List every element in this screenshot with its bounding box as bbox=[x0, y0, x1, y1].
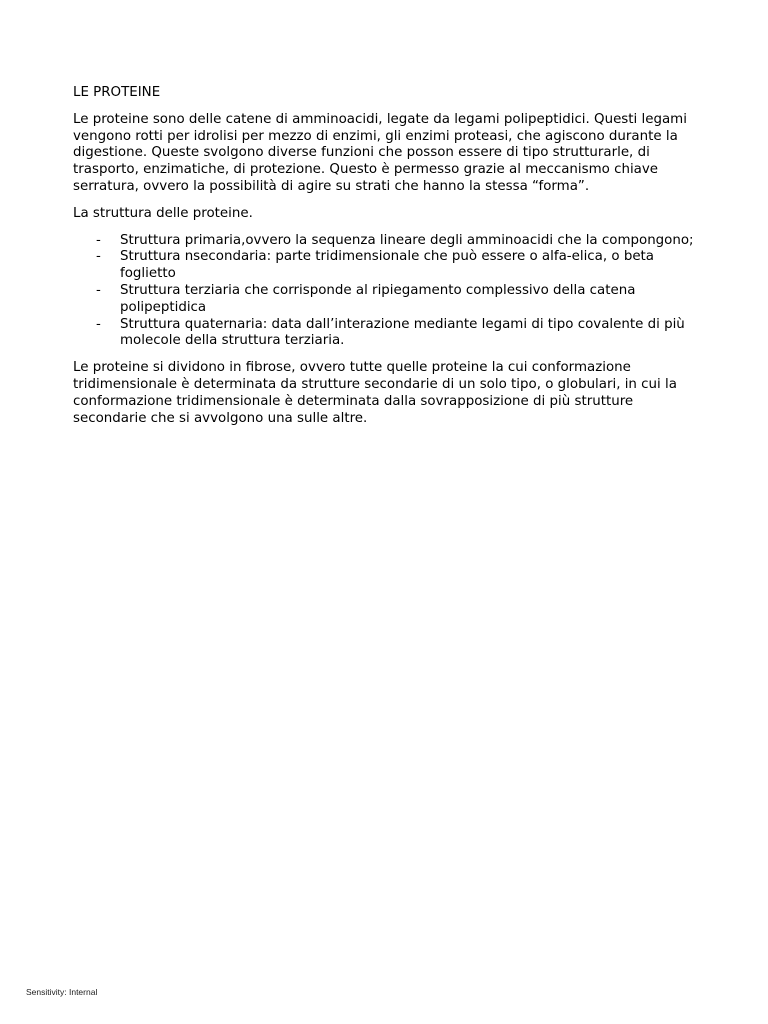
sensitivity-label: Sensitivity: Internal bbox=[26, 987, 98, 997]
conclusion-paragraph: Le proteine si dividono in fibrose, ovvero tutte quelle proteine la cui conformazione tridimensionale è determinata da strutture secondarie di un solo tipo, o globulari, in cui la conformazione tridimensionale è determinata dalla sovrapposizione di più strutture secondarie che si avvolgono una sulle altre. bbox=[73, 360, 677, 426]
list-item bbox=[73, 317, 695, 351]
list-item bbox=[73, 283, 695, 317]
list-item-text: Struttura nsecondaria: parte tridimensionale che può essere o alfa-elica, o beta foglietto bbox=[120, 249, 655, 282]
list-item-text: Struttura quaternaria: data dall’interazione mediante legami di tipo covalente di più molecole della struttura terziaria. bbox=[120, 316, 685, 349]
bullet-dash: - bbox=[96, 232, 101, 248]
list-item-text: Struttura terziaria che corrisponde al ripiegamento complessivo della catena polipeptidica bbox=[120, 282, 636, 315]
structure-list bbox=[73, 233, 695, 351]
bullet-dash: - bbox=[96, 316, 101, 332]
intro-paragraph: Le proteine sono delle catene di amminoacidi, legate da legami polipeptidici. Questi legami vengono rotti per idrolisi per mezzo di enzimi, gli enzimi proteasi, che agiscono durante la digestione. Queste svolgono diverse funzioni che posson essere di tipo strutturarle, di trasporto, enzimatiche, di protezione. Questo è permesso grazie al meccanismo chiave serratura, ovvero la possibilità di agire su strati che hanno la stessa “forma”. bbox=[73, 111, 687, 194]
structure-heading: La struttura delle proteine. bbox=[73, 205, 253, 221]
list-item-text: Struttura primaria,ovvero la sequenza lineare degli amminoacidi che la compongono; bbox=[120, 232, 694, 248]
document-page bbox=[73, 85, 695, 437]
bullet-dash: - bbox=[96, 282, 101, 298]
list-item bbox=[73, 249, 695, 283]
list-item bbox=[73, 233, 695, 250]
document-title: LE PROTEINE bbox=[73, 85, 161, 100]
bullet-dash: - bbox=[96, 249, 101, 265]
